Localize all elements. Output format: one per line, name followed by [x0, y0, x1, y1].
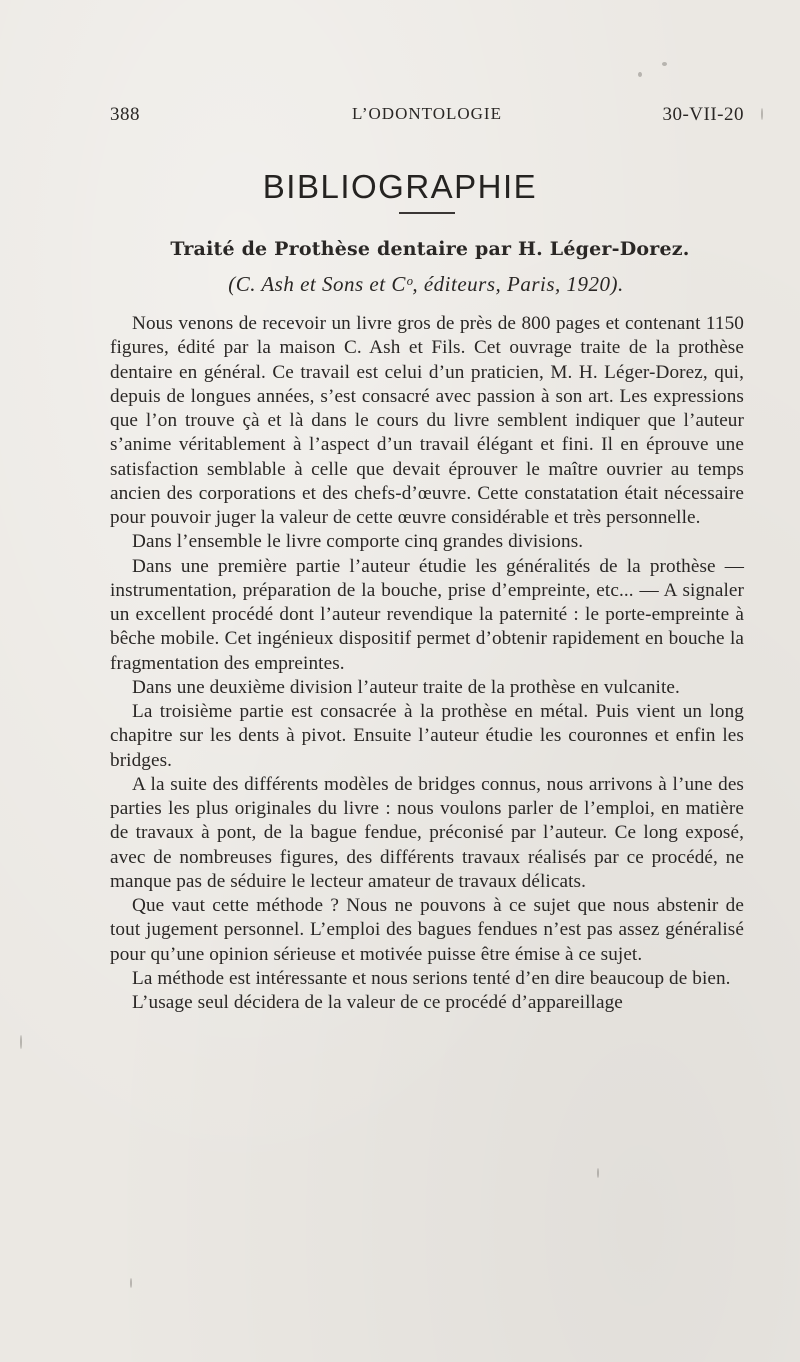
paragraph: La méthode est intéressante et nous serions tenté d’en dire beaucoup de bien.: [132, 967, 731, 989]
paragraph: L’usage seul décidera de la valeur de ce procédé d’appareillage: [132, 992, 623, 1013]
review-text: [110, 312, 744, 1015]
paragraph: Que vaut cette méthode ? Nous ne pouvons à ce sujet que nous abstenir de tout jugement personnel. L’emploi des bagues fendues n’est pas assez généralisé pour qu’une opinion sérieuse et motivée puisse être émise à ce sujet.: [110, 895, 744, 965]
paper-speck: [662, 62, 667, 66]
paper-speck: [130, 1278, 132, 1288]
journal-title: L’ODONTOLOGIE: [352, 104, 502, 123]
paragraph: Dans une première partie l’auteur étudie les généralités de la prothèse — instrumentation, préparation de la bouche, prise d’empreinte, etc... — A signaler un excellent procédé dont l’auteur revendique la paternité : le porte-empreinte à bêche mobile. Cet ingénieux dispositif permet d’obtenir rapidement en bouche la fragmentation des empreintes.: [110, 555, 744, 674]
page-number: 388: [110, 104, 140, 125]
paragraph: La troisième partie est consacrée à la prothèse en métal. Puis vient un long chapitre sur les dents à pivot. Ensuite l’auteur étudie les couronnes et enfin les bridges.: [110, 701, 744, 771]
book-publisher: (C. Ash et Sons et Cᵒ, éditeurs, Paris, 1920).: [228, 272, 624, 296]
issue-date: 30-VII-20: [662, 104, 744, 125]
running-header: [110, 104, 744, 130]
paper-speck: [761, 108, 763, 120]
paragraph: Dans l’ensemble le livre comporte cinq grandes divisions.: [132, 531, 584, 553]
paragraph: Nous venons de recevoir un livre gros de près de 800 pages et contenant 1150 figures, édité par la maison C. Ash et Fils. Cet ouvrage traite de la prothèse dentaire en général. Ce travail est celui d’un praticien, M. H. Léger-Dorez, qui, depuis de longues années, s’est consacré avec passion à son art. Les expressions que l’on trouve çà et là dans le cours du livre semblent indiquer que l’auteur s’anime véritablement à l’aspect d’un travail élégant et fini. Il en éprouve une satisfaction semblable à celle que devait éprouver le maître ouvrier au temps ancien des corporations et des chefs-d’œuvre. Cette constatation était nécessaire pour pouvoir juger la valeur de cette œuvre considérable et très personnelle.: [110, 313, 744, 528]
section-title: BIBLIOGRAPHIE: [262, 168, 538, 205]
paragraph: Dans une deuxième division l’auteur traite de la prothèse en vulcanite.: [132, 676, 680, 698]
paragraph: A la suite des différents modèles de bridges connus, nous arrivons à l’une des parties les plus originales du livre : nous voulons parler de l’emploi, en matière de travaux à pont, de la bague fendue, préconisé par l’auteur. Ce long exposé, avec de nombreuses figures, des différents travaux réalisés par ce procédé, ne manque pas de séduire le lecteur amateur de travaux délicats.: [110, 773, 744, 892]
paper-speck: [597, 1168, 599, 1178]
title-rule: [399, 212, 455, 214]
paper-speck: [20, 1035, 22, 1049]
paper-speck: [638, 72, 642, 77]
book-title: Traité de Prothèse dentaire par H. Léger-Dorez.: [170, 238, 690, 260]
